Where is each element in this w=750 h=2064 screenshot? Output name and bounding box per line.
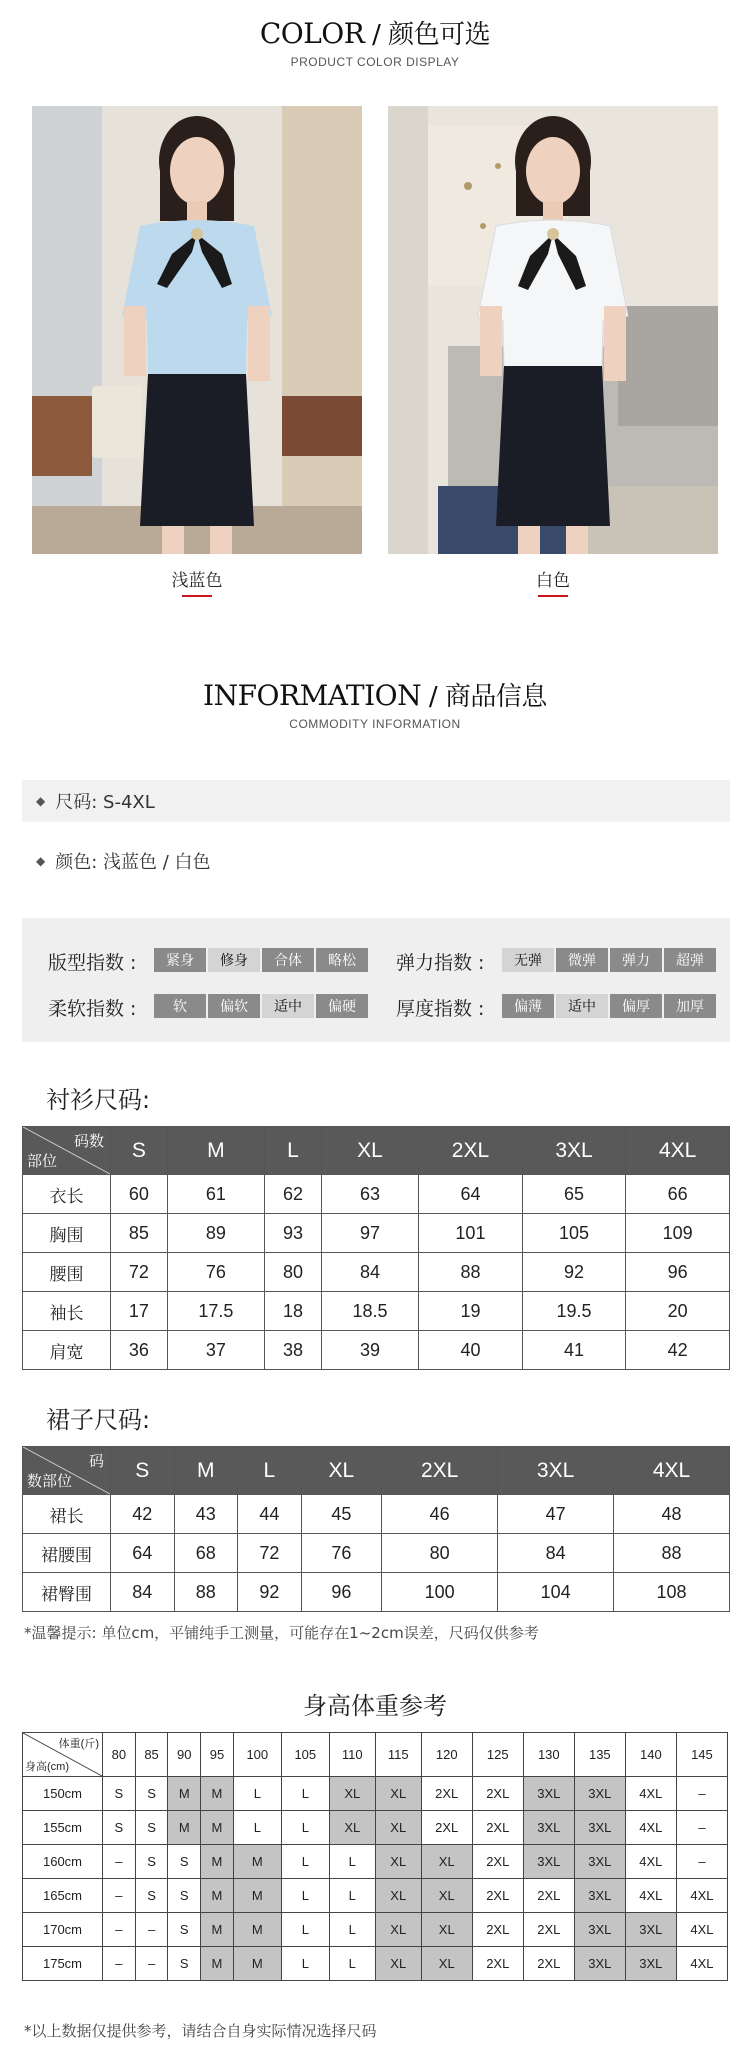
- recommended-size-cell: XL: [375, 1777, 421, 1811]
- fit-chip: 修身: [208, 948, 260, 972]
- weight-header: 145: [676, 1733, 727, 1777]
- recommended-size-cell: 4XL: [625, 1811, 676, 1845]
- size-cell: 41: [522, 1331, 626, 1370]
- weight-header: 110: [329, 1733, 375, 1777]
- recommended-size-cell: 4XL: [625, 1845, 676, 1879]
- height-label: 150cm: [23, 1777, 103, 1811]
- recommended-size-cell: 4XL: [625, 1777, 676, 1811]
- size-cell: 19: [419, 1292, 523, 1331]
- table-row: [23, 1175, 730, 1214]
- weight-header: 130: [523, 1733, 574, 1777]
- shirt-table-body: [23, 1175, 730, 1370]
- hw-row: [23, 1879, 728, 1913]
- table-row: [23, 1292, 730, 1331]
- recommended-size-cell: 4XL: [676, 1947, 727, 1981]
- recommended-size-cell: L: [281, 1777, 329, 1811]
- size-cell: 80: [382, 1534, 498, 1573]
- recommended-size-cell: –: [676, 1777, 727, 1811]
- size-header: M: [174, 1447, 238, 1495]
- fabric-index-panel: [22, 918, 730, 1042]
- recommended-size-cell: 2XL: [472, 1879, 523, 1913]
- recommended-size-cell: M: [201, 1845, 234, 1879]
- size-cell: 109: [626, 1214, 730, 1253]
- row-part-name: 裙长: [23, 1495, 111, 1534]
- size-cell: 39: [321, 1331, 418, 1370]
- recommended-size-cell: XL: [329, 1811, 375, 1845]
- table-row: [23, 1573, 730, 1612]
- weight-header: 140: [625, 1733, 676, 1777]
- hw-corner-weight: 体重(斤): [58, 1738, 99, 1750]
- size-cell: 61: [167, 1175, 264, 1214]
- info-title-cn: 商品信息: [444, 682, 547, 712]
- recommended-size-cell: S: [135, 1879, 168, 1913]
- recommended-size-cell: 2XL: [472, 1913, 523, 1947]
- recommended-size-cell: L: [233, 1811, 281, 1845]
- recommended-size-cell: L: [233, 1777, 281, 1811]
- recommended-size-cell: XL: [421, 1845, 472, 1879]
- size-cell: 20: [626, 1292, 730, 1331]
- recommended-size-cell: XL: [375, 1811, 421, 1845]
- size-cell: 96: [301, 1573, 382, 1612]
- soft-index-label: 柔软指数 :: [48, 998, 137, 1020]
- size-cell: 92: [238, 1573, 302, 1612]
- color-subtitle: PRODUCT COLOR DISPLAY: [290, 55, 460, 69]
- weight-header: 115: [375, 1733, 421, 1777]
- recommended-size-cell: L: [281, 1845, 329, 1879]
- height-label: 175cm: [23, 1947, 103, 1981]
- recommended-size-cell: 4XL: [676, 1879, 727, 1913]
- recommended-size-cell: S: [135, 1845, 168, 1879]
- weight-header: 120: [421, 1733, 472, 1777]
- recommended-size-cell: XL: [375, 1845, 421, 1879]
- recommended-size-cell: M: [201, 1947, 234, 1981]
- size-cell: 96: [626, 1253, 730, 1292]
- weight-header: 125: [472, 1733, 523, 1777]
- size-header: 2XL: [382, 1447, 498, 1495]
- size-cell: 17.5: [167, 1292, 264, 1331]
- size-cell: 18: [265, 1292, 322, 1331]
- size-header: L: [238, 1447, 302, 1495]
- table-row: [23, 1495, 730, 1534]
- size-cell: 43: [174, 1495, 238, 1534]
- recommended-size-cell: –: [676, 1811, 727, 1845]
- recommended-size-cell: –: [103, 1845, 136, 1879]
- height-label: 170cm: [23, 1913, 103, 1947]
- recommended-size-cell: 3XL: [574, 1845, 625, 1879]
- recommended-size-cell: L: [329, 1913, 375, 1947]
- size-cell: 44: [238, 1495, 302, 1534]
- recommended-size-cell: M: [233, 1913, 281, 1947]
- recommended-size-cell: L: [329, 1879, 375, 1913]
- size-cell: 97: [321, 1214, 418, 1253]
- recommended-size-cell: –: [103, 1913, 136, 1947]
- size-cell: 105: [522, 1214, 626, 1253]
- size-cell: 17: [111, 1292, 168, 1331]
- size-cell: 84: [111, 1573, 175, 1612]
- recommended-size-cell: 2XL: [523, 1879, 574, 1913]
- size-header: 2XL: [419, 1127, 523, 1175]
- color-list-row: [22, 840, 730, 882]
- recommended-size-cell: –: [135, 1947, 168, 1981]
- size-header: 3XL: [498, 1447, 614, 1495]
- weight-header: 80: [103, 1733, 136, 1777]
- size-cell: 37: [167, 1331, 264, 1370]
- product-photo-light-blue[interactable]: [32, 106, 362, 554]
- size-cell: 38: [265, 1331, 322, 1370]
- size-header: 4XL: [626, 1127, 730, 1175]
- size-cell: 84: [321, 1253, 418, 1292]
- recommended-size-cell: XL: [375, 1913, 421, 1947]
- size-cell: 100: [382, 1573, 498, 1612]
- size-cell: 42: [111, 1495, 175, 1534]
- shirt-size-table: [22, 1126, 730, 1370]
- size-cell: 88: [174, 1573, 238, 1612]
- row-part-name: 肩宽: [23, 1331, 111, 1370]
- size-cell: 42: [626, 1331, 730, 1370]
- size-cell: 84: [498, 1534, 614, 1573]
- recommended-size-cell: 4XL: [676, 1913, 727, 1947]
- corner-size-label: 码数: [73, 1133, 104, 1150]
- soft-chip: 适中: [262, 994, 314, 1018]
- recommended-size-cell: 3XL: [574, 1913, 625, 1947]
- recommended-size-cell: M: [233, 1845, 281, 1879]
- soft-chip: 偏硬: [316, 994, 368, 1018]
- recommended-size-cell: 3XL: [574, 1947, 625, 1981]
- size-cell: 72: [111, 1253, 168, 1292]
- recommended-size-cell: 4XL: [625, 1879, 676, 1913]
- recommended-size-cell: S: [168, 1947, 201, 1981]
- fit-chip: 略松: [316, 948, 368, 972]
- recommended-size-cell: XL: [421, 1879, 472, 1913]
- size-header: 3XL: [522, 1127, 626, 1175]
- bullet-icon: ◆: [36, 794, 46, 808]
- recommended-size-cell: S: [135, 1777, 168, 1811]
- table-row: [23, 1253, 730, 1292]
- recommended-size-cell: 3XL: [523, 1811, 574, 1845]
- footer-note: *以上数据仅提供参考，请结合自身实际情况选择尺码: [24, 2022, 377, 2040]
- size-header: XL: [321, 1127, 418, 1175]
- size-header: S: [111, 1447, 175, 1495]
- thick-index-label: 厚度指数 :: [396, 998, 485, 1020]
- recommended-size-cell: L: [281, 1879, 329, 1913]
- hw-row: [23, 1811, 728, 1845]
- skirt-table-body: [23, 1495, 730, 1612]
- recommended-size-cell: L: [281, 1947, 329, 1981]
- weight-header: 105: [281, 1733, 329, 1777]
- size-cell: 93: [265, 1214, 322, 1253]
- size-cell: 72: [238, 1534, 302, 1573]
- recommended-size-cell: L: [281, 1913, 329, 1947]
- recommended-size-cell: 2XL: [421, 1811, 472, 1845]
- size-cell: 101: [419, 1214, 523, 1253]
- hw-row: [23, 1777, 728, 1811]
- size-cell: 47: [498, 1495, 614, 1534]
- recommended-size-cell: XL: [421, 1913, 472, 1947]
- recommended-size-cell: S: [103, 1811, 136, 1845]
- size-cell: 62: [265, 1175, 322, 1214]
- recommended-size-cell: 2XL: [421, 1777, 472, 1811]
- size-cell: 65: [522, 1175, 626, 1214]
- table-corner: [23, 1447, 111, 1495]
- recommended-size-cell: L: [329, 1845, 375, 1879]
- info-title-en: INFORMATION: [203, 679, 422, 712]
- recommended-size-cell: M: [201, 1811, 234, 1845]
- size-cell: 64: [111, 1534, 175, 1573]
- row-part-name: 衣长: [23, 1175, 111, 1214]
- weight-header: 100: [233, 1733, 281, 1777]
- recommended-size-cell: 2XL: [523, 1913, 574, 1947]
- recommended-size-cell: –: [103, 1947, 136, 1981]
- recommended-size-cell: 3XL: [574, 1811, 625, 1845]
- weight-header: 135: [574, 1733, 625, 1777]
- soft-chip: 偏软: [208, 994, 260, 1018]
- size-header: L: [265, 1127, 322, 1175]
- recommended-size-cell: 2XL: [472, 1947, 523, 1981]
- thick-chip: 加厚: [664, 994, 716, 1018]
- elastic-chip: 微弹: [556, 948, 608, 972]
- size-cell: 64: [419, 1175, 523, 1214]
- info-subtitle: COMMODITY INFORMATION: [289, 717, 461, 731]
- weight-header: 90: [168, 1733, 201, 1777]
- skirt-size-table: [22, 1446, 730, 1612]
- size-cell: 46: [382, 1495, 498, 1534]
- fit-chip: 合体: [262, 948, 314, 972]
- size-cell: 63: [321, 1175, 418, 1214]
- size-cell: 68: [174, 1534, 238, 1573]
- weight-header: 95: [201, 1733, 234, 1777]
- row-part-name: 裙臀围: [23, 1573, 111, 1612]
- color-caption-white: 白色: [536, 571, 570, 591]
- recommended-size-cell: 3XL: [574, 1879, 625, 1913]
- size-header: S: [111, 1127, 168, 1175]
- recommended-size-cell: M: [233, 1947, 281, 1981]
- recommended-size-cell: XL: [329, 1777, 375, 1811]
- color-title-en: COLOR: [259, 17, 365, 50]
- recommended-size-cell: XL: [375, 1947, 421, 1981]
- recommended-size-cell: S: [135, 1811, 168, 1845]
- thick-chip: 偏薄: [502, 994, 554, 1018]
- caption-underline: [538, 595, 568, 597]
- recommended-size-cell: M: [201, 1777, 234, 1811]
- size-cell: 80: [265, 1253, 322, 1292]
- recommended-size-cell: S: [103, 1777, 136, 1811]
- size-range-row: [22, 780, 730, 822]
- info-section-header: [0, 676, 750, 731]
- height-label: 165cm: [23, 1879, 103, 1913]
- recommended-size-cell: –: [135, 1913, 168, 1947]
- size-cell: 76: [167, 1253, 264, 1292]
- recommended-size-cell: S: [168, 1879, 201, 1913]
- model-illustration-light-blue: [32, 106, 362, 554]
- height-weight-table: [22, 1732, 728, 1981]
- measurement-note: *温馨提示: 单位cm，平铺纯手工测量，可能存在1~2cm误差，尺码仅供参考: [24, 1624, 539, 1642]
- row-part-name: 腰围: [23, 1253, 111, 1292]
- elastic-chip: 弹力: [610, 948, 662, 972]
- recommended-size-cell: 2XL: [523, 1947, 574, 1981]
- bullet-icon: ◆: [36, 854, 46, 868]
- size-header: M: [167, 1127, 264, 1175]
- size-cell: 89: [167, 1214, 264, 1253]
- recommended-size-cell: 3XL: [523, 1777, 574, 1811]
- recommended-size-cell: 3XL: [625, 1947, 676, 1981]
- recommended-size-cell: M: [168, 1777, 201, 1811]
- recommended-size-cell: L: [281, 1811, 329, 1845]
- recommended-size-cell: L: [329, 1947, 375, 1981]
- table-row: [23, 1331, 730, 1370]
- recommended-size-cell: 2XL: [472, 1811, 523, 1845]
- hw-row: [23, 1845, 728, 1879]
- shirt-table-title: 衬衫尺码:: [46, 1086, 151, 1114]
- table-row: [23, 1214, 730, 1253]
- caption-underline: [182, 595, 212, 597]
- size-header: 4XL: [614, 1447, 730, 1495]
- soft-chip: 软: [154, 994, 206, 1018]
- fit-index-label: 版型指数 :: [48, 952, 137, 974]
- thick-chip: 适中: [556, 994, 608, 1018]
- hw-corner: [23, 1733, 103, 1777]
- recommended-size-cell: 3XL: [574, 1777, 625, 1811]
- recommended-size-cell: S: [168, 1845, 201, 1879]
- elastic-index-label: 弹力指数 :: [396, 952, 485, 974]
- recommended-size-cell: M: [168, 1811, 201, 1845]
- size-cell: 88: [419, 1253, 523, 1292]
- corner-part-label: 数部位: [27, 1473, 73, 1490]
- size-header: XL: [301, 1447, 382, 1495]
- elastic-chip: 无弹: [502, 948, 554, 972]
- recommended-size-cell: XL: [421, 1947, 472, 1981]
- recommended-size-cell: 3XL: [523, 1845, 574, 1879]
- size-cell: 48: [614, 1495, 730, 1534]
- color-caption-light-blue: 浅蓝色: [171, 571, 223, 591]
- size-cell: 18.5: [321, 1292, 418, 1331]
- size-cell: 88: [614, 1534, 730, 1573]
- size-cell: 66: [626, 1175, 730, 1214]
- model-illustration-white: [388, 106, 718, 554]
- recommended-size-cell: M: [201, 1913, 234, 1947]
- thick-chip: 偏厚: [610, 994, 662, 1018]
- size-range-text: 尺码: S-4XL: [55, 792, 155, 813]
- hw-row: [23, 1947, 728, 1981]
- size-cell: 76: [301, 1534, 382, 1573]
- recommended-size-cell: 2XL: [472, 1845, 523, 1879]
- color-title-cn: 颜色可选: [388, 20, 491, 50]
- corner-size-label: 码: [88, 1453, 104, 1470]
- row-part-name: 胸围: [23, 1214, 111, 1253]
- size-cell: 45: [301, 1495, 382, 1534]
- color-list-text: 颜色: 浅蓝色 / 白色: [55, 852, 211, 873]
- info-title-sep: /: [421, 682, 445, 712]
- recommended-size-cell: XL: [375, 1879, 421, 1913]
- weight-header: 85: [135, 1733, 168, 1777]
- size-cell: 104: [498, 1573, 614, 1612]
- size-cell: 60: [111, 1175, 168, 1214]
- height-label: 160cm: [23, 1845, 103, 1879]
- elastic-chip: 超弹: [664, 948, 716, 972]
- size-cell: 92: [522, 1253, 626, 1292]
- table-header-row: [23, 1127, 730, 1175]
- hw-header-row: [23, 1733, 728, 1777]
- skirt-table-title: 裙子尺码:: [46, 1406, 151, 1434]
- recommended-size-cell: M: [201, 1879, 234, 1913]
- row-part-name: 裙腰围: [23, 1534, 111, 1573]
- hw-row: [23, 1913, 728, 1947]
- table-row: [23, 1534, 730, 1573]
- size-cell: 108: [614, 1573, 730, 1612]
- product-photo-white[interactable]: [388, 106, 718, 554]
- fit-chip: 紧身: [154, 948, 206, 972]
- recommended-size-cell: M: [233, 1879, 281, 1913]
- hw-table-title: 身高体重参考: [303, 1692, 447, 1720]
- hw-table-body: [23, 1733, 728, 1981]
- table-header-row: [23, 1447, 730, 1495]
- table-corner: [23, 1127, 111, 1175]
- color-section-header: [0, 14, 750, 69]
- size-cell: 40: [419, 1331, 523, 1370]
- size-cell: 36: [111, 1331, 168, 1370]
- recommended-size-cell: 2XL: [472, 1777, 523, 1811]
- size-cell: 19.5: [522, 1292, 626, 1331]
- height-label: 155cm: [23, 1811, 103, 1845]
- row-part-name: 袖长: [23, 1292, 111, 1331]
- recommended-size-cell: S: [168, 1913, 201, 1947]
- hw-corner-height: 身高(cm): [25, 1761, 69, 1773]
- color-title-sep: /: [364, 20, 389, 50]
- recommended-size-cell: –: [676, 1845, 727, 1879]
- size-cell: 85: [111, 1214, 168, 1253]
- corner-part-label: 部位: [27, 1153, 58, 1170]
- recommended-size-cell: 3XL: [625, 1913, 676, 1947]
- recommended-size-cell: –: [103, 1879, 136, 1913]
